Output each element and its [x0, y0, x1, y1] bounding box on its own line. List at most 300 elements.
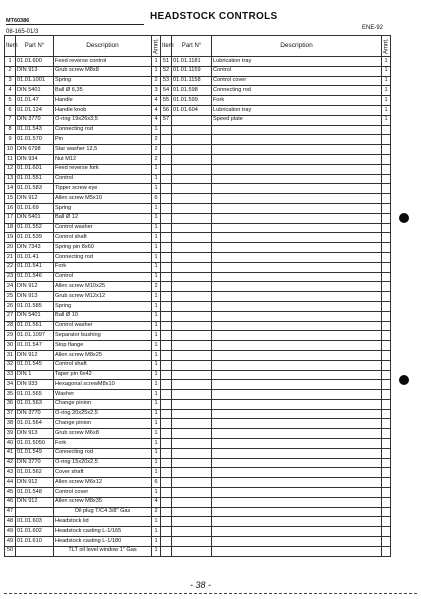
- empty-cell: [161, 399, 172, 409]
- table-row: [5, 105, 391, 115]
- empty-cell: [172, 164, 212, 174]
- part-description: Nut M12: [54, 154, 152, 164]
- part-number: 01.01.601: [16, 164, 54, 174]
- table-row: [5, 233, 391, 243]
- empty-cell: [161, 194, 172, 204]
- table-row: [5, 468, 391, 478]
- empty-cell: [212, 243, 382, 253]
- part-description: Ball Ø 12: [54, 213, 152, 223]
- table-row: [5, 243, 391, 253]
- empty-cell: [382, 145, 391, 155]
- empty-cell: [212, 164, 382, 174]
- table-row: [5, 419, 391, 429]
- punch-hole: [399, 213, 409, 223]
- table-row: [5, 174, 391, 184]
- part-description: Grub screw M8x8: [54, 66, 152, 76]
- empty-cell: [212, 546, 382, 556]
- part-description: Fork: [54, 262, 152, 272]
- empty-cell: [212, 311, 382, 321]
- empty-cell: [161, 154, 172, 164]
- part-amount: 1: [152, 213, 161, 223]
- part-amount: 1: [152, 252, 161, 262]
- item-number: 35: [5, 390, 16, 400]
- table-row: [5, 439, 391, 449]
- table-row: [5, 115, 391, 125]
- empty-cell: [172, 488, 212, 498]
- empty-cell: [382, 341, 391, 351]
- empty-cell: [212, 370, 382, 380]
- part-number: 01.01.599: [172, 96, 212, 106]
- empty-cell: [161, 282, 172, 292]
- empty-cell: [382, 468, 391, 478]
- empty-cell: [161, 174, 172, 184]
- column-header-amount: Amnt.: [152, 36, 161, 57]
- empty-cell: [382, 233, 391, 243]
- empty-cell: [172, 262, 212, 272]
- empty-cell: [172, 252, 212, 262]
- part-description: Control shaft: [54, 233, 152, 243]
- part-description: Cover shaft: [54, 468, 152, 478]
- part-number: 01.01.565: [16, 390, 54, 400]
- table-row: [5, 213, 391, 223]
- empty-cell: [172, 468, 212, 478]
- part-description: Spring: [54, 203, 152, 213]
- empty-cell: [382, 399, 391, 409]
- part-amount: 1: [382, 57, 391, 67]
- part-description: Connecting rod: [212, 86, 382, 96]
- part-description: Control: [54, 272, 152, 282]
- part-number: [172, 115, 212, 125]
- empty-cell: [172, 145, 212, 155]
- table-row: [5, 66, 391, 76]
- item-number: 49: [5, 527, 16, 537]
- part-description: Stop flange: [54, 341, 152, 351]
- part-number: DIN 1: [16, 370, 54, 380]
- part-description: Spring: [54, 301, 152, 311]
- item-number: 41: [5, 448, 16, 458]
- part-description: Taper pin 6x42: [54, 370, 152, 380]
- part-number: DIN 934: [16, 154, 54, 164]
- part-description: Feed reverse fork: [54, 164, 152, 174]
- item-number: 53: [161, 76, 172, 86]
- part-description: Allen screw M10x25: [54, 282, 152, 292]
- part-description: Allen screw M8x35: [54, 497, 152, 507]
- part-description: Allen screw M6x12: [54, 478, 152, 488]
- item-number: 9: [5, 135, 16, 145]
- empty-cell: [212, 292, 382, 302]
- empty-cell: [161, 507, 172, 517]
- part-amount: 1: [382, 86, 391, 96]
- part-amount: 1: [152, 458, 161, 468]
- empty-cell: [161, 311, 172, 321]
- empty-cell: [172, 390, 212, 400]
- part-amount: 1: [152, 468, 161, 478]
- part-amount: 2: [152, 507, 161, 517]
- part-number: 01.01.47: [16, 96, 54, 106]
- part-description: Fork: [212, 96, 382, 106]
- empty-cell: [382, 174, 391, 184]
- part-amount: 1: [152, 546, 161, 556]
- part-number: DIN 912: [16, 282, 54, 292]
- part-description: O-ring 15x20x2,5: [54, 458, 152, 468]
- part-amount: 1: [152, 527, 161, 537]
- item-number: 8: [5, 125, 16, 135]
- item-number: 43: [5, 468, 16, 478]
- empty-cell: [212, 194, 382, 204]
- table-row: [5, 507, 391, 517]
- part-description: Grub screw M6x8: [54, 429, 152, 439]
- empty-cell: [161, 390, 172, 400]
- item-number: 46: [5, 497, 16, 507]
- page-number: - 38 -: [190, 580, 212, 590]
- empty-cell: [212, 478, 382, 488]
- empty-cell: [161, 497, 172, 507]
- empty-cell: [172, 439, 212, 449]
- item-number: 20: [5, 243, 16, 253]
- part-description: Handle: [54, 96, 152, 106]
- empty-cell: [172, 419, 212, 429]
- empty-cell: [212, 497, 382, 507]
- empty-cell: [212, 282, 382, 292]
- empty-cell: [161, 262, 172, 272]
- part-description: Grub screw M12x12: [54, 292, 152, 302]
- empty-cell: [161, 321, 172, 331]
- empty-cell: [161, 252, 172, 262]
- part-number: 01.01.5050: [16, 439, 54, 449]
- empty-cell: [161, 409, 172, 419]
- part-number: 01.01.1159: [172, 66, 212, 76]
- empty-cell: [212, 350, 382, 360]
- part-amount: 1: [152, 331, 161, 341]
- empty-cell: [382, 478, 391, 488]
- empty-cell: [382, 370, 391, 380]
- empty-cell: [382, 135, 391, 145]
- part-number: 01.01.548: [16, 488, 54, 498]
- table-row: [5, 184, 391, 194]
- table-row: [5, 57, 391, 67]
- empty-cell: [161, 380, 172, 390]
- empty-cell: [382, 292, 391, 302]
- part-amount: 1: [152, 360, 161, 370]
- empty-cell: [382, 164, 391, 174]
- part-description: Lubrication tray: [212, 57, 382, 67]
- part-number: 01.01.539: [16, 233, 54, 243]
- empty-cell: [172, 546, 212, 556]
- empty-cell: [382, 243, 391, 253]
- empty-cell: [382, 458, 391, 468]
- part-number: DIN 5401: [16, 311, 54, 321]
- part-amount: 1: [152, 399, 161, 409]
- part-description: Ball Ø 6,35: [54, 86, 152, 96]
- table-row: [5, 96, 391, 106]
- table-row: [5, 537, 391, 547]
- part-amount: 1: [382, 96, 391, 106]
- table-row: [5, 145, 391, 155]
- part-description: Control shaft: [54, 360, 152, 370]
- part-number: DIN 3770: [16, 458, 54, 468]
- item-number: 57: [161, 115, 172, 125]
- item-number: 19: [5, 233, 16, 243]
- part-number: 01.01.603: [16, 517, 54, 527]
- part-number: 01.01.562: [16, 468, 54, 478]
- empty-cell: [212, 419, 382, 429]
- part-amount: 1: [152, 292, 161, 302]
- part-amount: 2: [152, 76, 161, 86]
- item-number: 47: [5, 507, 16, 517]
- part-number: DIN 3770: [16, 409, 54, 419]
- part-description: Spring: [54, 76, 152, 86]
- empty-cell: [172, 380, 212, 390]
- empty-cell: [161, 537, 172, 547]
- empty-cell: [212, 448, 382, 458]
- item-number: 34: [5, 380, 16, 390]
- part-number: 01.01.598: [172, 86, 212, 96]
- empty-cell: [161, 272, 172, 282]
- part-amount: 1: [152, 488, 161, 498]
- column-header-part: Part N°: [16, 36, 54, 57]
- part-description: O-ring 20x25x2,5: [54, 409, 152, 419]
- table-row: [5, 154, 391, 164]
- empty-cell: [161, 458, 172, 468]
- empty-cell: [212, 507, 382, 517]
- part-amount: 6: [152, 194, 161, 204]
- empty-cell: [382, 203, 391, 213]
- empty-cell: [161, 164, 172, 174]
- empty-cell: [212, 174, 382, 184]
- table-row: [5, 429, 391, 439]
- table-row: [5, 399, 391, 409]
- part-amount: 2: [152, 282, 161, 292]
- table-row: [5, 252, 391, 262]
- part-description: Control cover: [54, 488, 152, 498]
- empty-cell: [172, 203, 212, 213]
- empty-cell: [212, 380, 382, 390]
- part-amount: 1: [152, 243, 161, 253]
- empty-cell: [172, 223, 212, 233]
- parts-table: [4, 35, 391, 557]
- empty-cell: [172, 448, 212, 458]
- part-number: 01.01.561: [16, 321, 54, 331]
- column-header-item: Item: [161, 36, 172, 57]
- table-row: [5, 301, 391, 311]
- table-row: [5, 135, 391, 145]
- empty-cell: [161, 360, 172, 370]
- empty-cell: [382, 194, 391, 204]
- empty-cell: [382, 409, 391, 419]
- part-number: DIN 933: [16, 380, 54, 390]
- table-row: [5, 76, 391, 86]
- part-amount: 1: [152, 350, 161, 360]
- part-description: O-ring 19x26x3,5: [54, 115, 152, 125]
- table-header-row: [5, 36, 391, 57]
- empty-cell: [172, 321, 212, 331]
- empty-cell: [161, 448, 172, 458]
- item-number: 14: [5, 184, 16, 194]
- item-number: 40: [5, 439, 16, 449]
- empty-cell: [161, 223, 172, 233]
- part-description: Allen screw M8x25: [54, 350, 152, 360]
- part-amount: 1: [152, 125, 161, 135]
- empty-cell: [172, 331, 212, 341]
- empty-cell: [172, 537, 212, 547]
- part-description: Separator bushing: [54, 331, 152, 341]
- part-number: 01.01.583: [16, 184, 54, 194]
- column-header-description: Description: [54, 36, 152, 57]
- part-number: DIN 3770: [16, 115, 54, 125]
- part-number: 01.01.552: [16, 223, 54, 233]
- empty-cell: [161, 233, 172, 243]
- empty-cell: [161, 213, 172, 223]
- item-number: 33: [5, 370, 16, 380]
- item-number: 51: [161, 57, 172, 67]
- part-amount: 4: [152, 497, 161, 507]
- part-number: 01.01.549: [16, 448, 54, 458]
- part-amount: 6: [152, 478, 161, 488]
- empty-cell: [172, 135, 212, 145]
- empty-cell: [172, 194, 212, 204]
- table-row: [5, 350, 391, 360]
- part-amount: 1: [152, 448, 161, 458]
- part-amount: 1: [152, 262, 161, 272]
- empty-cell: [172, 184, 212, 194]
- part-number: DIN 5401: [16, 86, 54, 96]
- part-amount: 1: [152, 321, 161, 331]
- part-description: Control washer: [54, 223, 152, 233]
- empty-cell: [382, 262, 391, 272]
- empty-cell: [212, 252, 382, 262]
- part-number: DIN 912: [16, 497, 54, 507]
- part-amount: 1: [152, 439, 161, 449]
- empty-cell: [382, 331, 391, 341]
- part-amount: 2: [152, 145, 161, 155]
- empty-cell: [212, 331, 382, 341]
- item-number: 16: [5, 203, 16, 213]
- part-amount: 1: [152, 537, 161, 547]
- item-number: 6: [5, 105, 16, 115]
- part-description: Allen screw M5x10: [54, 194, 152, 204]
- item-number: 11: [5, 154, 16, 164]
- document-reference: 08-165-01/3: [6, 29, 39, 35]
- part-description: Star washer 12,5: [54, 145, 152, 155]
- empty-cell: [212, 154, 382, 164]
- empty-cell: [161, 527, 172, 537]
- item-number: 7: [5, 115, 16, 125]
- item-number: 29: [5, 331, 16, 341]
- empty-cell: [161, 517, 172, 527]
- empty-cell: [161, 331, 172, 341]
- item-number: 13: [5, 174, 16, 184]
- empty-cell: [212, 409, 382, 419]
- empty-cell: [382, 184, 391, 194]
- table-row: [5, 311, 391, 321]
- empty-cell: [382, 507, 391, 517]
- empty-cell: [161, 478, 172, 488]
- empty-cell: [172, 409, 212, 419]
- part-amount: 4: [152, 96, 161, 106]
- item-number: 21: [5, 252, 16, 262]
- part-number: 01.01.1097: [16, 331, 54, 341]
- empty-cell: [382, 125, 391, 135]
- part-number: 01.01.69: [16, 203, 54, 213]
- part-description: Change pinion: [54, 419, 152, 429]
- empty-cell: [161, 439, 172, 449]
- part-amount: 1: [152, 370, 161, 380]
- part-amount: 1: [152, 164, 161, 174]
- item-number: 22: [5, 262, 16, 272]
- part-number: 01.01.1158: [172, 76, 212, 86]
- header-rule: [6, 24, 144, 25]
- part-number: 01.01.600: [16, 57, 54, 67]
- part-amount: 1: [152, 429, 161, 439]
- part-number: DIN 913: [16, 66, 54, 76]
- part-number: 01.01.585: [16, 301, 54, 311]
- page-edge-dashes: [4, 593, 417, 594]
- empty-cell: [382, 537, 391, 547]
- part-number: 01.01.610: [16, 537, 54, 547]
- part-number: DIN 912: [16, 194, 54, 204]
- empty-cell: [172, 292, 212, 302]
- part-description: Ball Ø 10: [54, 311, 152, 321]
- empty-cell: [382, 546, 391, 556]
- item-number: 12: [5, 164, 16, 174]
- table-row: [5, 497, 391, 507]
- part-amount: 1: [152, 272, 161, 282]
- part-number: [16, 507, 54, 517]
- item-number: 27: [5, 311, 16, 321]
- empty-cell: [382, 252, 391, 262]
- item-number: 38: [5, 419, 16, 429]
- empty-cell: [172, 458, 212, 468]
- table-row: [5, 164, 391, 174]
- part-amount: 1: [152, 174, 161, 184]
- part-amount: 1: [152, 223, 161, 233]
- part-number: 01.01.543: [16, 125, 54, 135]
- empty-cell: [172, 507, 212, 517]
- empty-cell: [161, 370, 172, 380]
- empty-cell: [212, 360, 382, 370]
- empty-cell: [172, 272, 212, 282]
- part-description: Tipper screw eye: [54, 184, 152, 194]
- empty-cell: [161, 135, 172, 145]
- empty-cell: [172, 341, 212, 351]
- empty-cell: [382, 488, 391, 498]
- part-number: DIN 913: [16, 292, 54, 302]
- column-header-amount: Amnt.: [382, 36, 391, 57]
- empty-cell: [382, 439, 391, 449]
- item-number: 5: [5, 96, 16, 106]
- item-number: 18: [5, 223, 16, 233]
- part-amount: 1: [152, 203, 161, 213]
- table-row: [5, 517, 391, 527]
- item-number: 39: [5, 429, 16, 439]
- table-row: [5, 546, 391, 556]
- punch-hole: [399, 375, 409, 385]
- part-number: 01.01.604: [172, 105, 212, 115]
- part-description: Handle knob: [54, 105, 152, 115]
- empty-cell: [161, 203, 172, 213]
- empty-cell: [212, 439, 382, 449]
- part-amount: 1: [382, 76, 391, 86]
- part-amount: 1: [152, 409, 161, 419]
- column-header-item: Item: [5, 36, 16, 57]
- part-amount: 2: [152, 154, 161, 164]
- empty-cell: [172, 429, 212, 439]
- item-number: 24: [5, 282, 16, 292]
- item-number: 52: [161, 66, 172, 76]
- empty-cell: [212, 223, 382, 233]
- part-description: Oil plug T/C4 3/8" Gas: [54, 507, 152, 517]
- table-row: [5, 527, 391, 537]
